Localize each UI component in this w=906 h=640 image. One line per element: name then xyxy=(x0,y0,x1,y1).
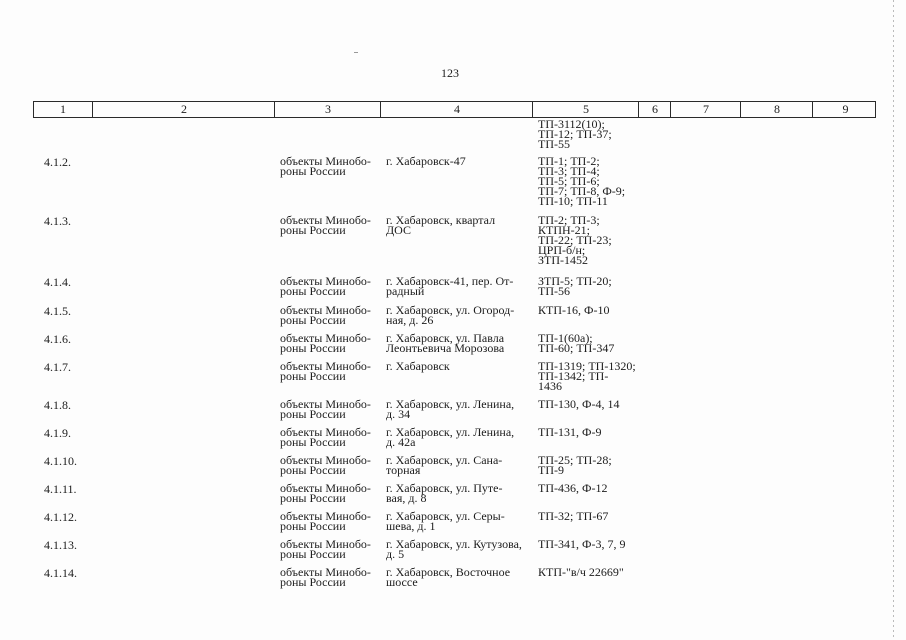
objects-cell xyxy=(538,305,644,315)
header-col-2: 2 xyxy=(92,102,275,117)
objects-cell xyxy=(538,511,644,521)
owner-cell-line: объекты Минобо- xyxy=(280,537,371,551)
row-number: 4.1.5. xyxy=(44,304,71,318)
owner-cell-line: объекты Минобо- xyxy=(280,359,371,373)
address-cell-line: г. Хабаровск, ул. Огород- xyxy=(386,303,515,317)
objects-cell-line: ЦРП-б/н; xyxy=(538,243,586,257)
owner-cell xyxy=(280,483,384,503)
address-cell-line: г. Хабаровск, Восточное xyxy=(386,565,511,579)
row-number: 4.1.4. xyxy=(44,275,71,289)
owner-cell-line: объекты Минобо- xyxy=(280,481,371,495)
row-number: 4.1.3. xyxy=(44,214,71,228)
owner-cell xyxy=(280,455,384,475)
row-number: 4.1.2. xyxy=(44,155,71,169)
object-line: ТП-12; ТП-37; xyxy=(538,127,612,141)
address-cell-line: д. 34 xyxy=(386,407,411,421)
address-cell-line: г. Хабаровск-41, пер. От- xyxy=(386,274,514,288)
objects-cell-line: ТП-436, Ф-12 xyxy=(538,481,608,495)
header-col-8: 8 xyxy=(740,102,813,117)
owner-cell-line: роны России xyxy=(280,223,346,237)
page-edge-line xyxy=(893,0,894,640)
address-cell-line: г. Хабаровск, ул. Серы- xyxy=(386,509,505,523)
address-cell xyxy=(386,215,534,235)
object-line: ТП-55 xyxy=(538,137,570,151)
header-col-7: 7 xyxy=(670,102,741,117)
owner-cell-line: роны России xyxy=(280,575,346,589)
header-col-5: 5 xyxy=(532,102,639,117)
objects-cell-line: ТП-5; ТП-6; xyxy=(538,174,600,188)
address-cell-line: д. 5 xyxy=(386,547,405,561)
owner-cell-line: роны России xyxy=(280,341,346,355)
address-cell-line: г. Хабаровск, ул. Павла xyxy=(386,331,505,345)
address-cell-line: г. Хабаровск, ул. Сана- xyxy=(386,453,503,467)
owner-cell xyxy=(280,276,384,296)
objects-cell-line: ТП-3; ТП-4; xyxy=(538,164,600,178)
objects-cell-line: КТПН-21; xyxy=(538,223,590,237)
continuation-objects xyxy=(538,119,644,149)
objects-cell-line: ТП-32; ТП-67 xyxy=(538,509,609,523)
objects-cell-line: ТП-25; ТП-28; xyxy=(538,453,612,467)
address-cell-line: г. Хабаровск, ул. Путе- xyxy=(386,481,503,495)
row-number: 4.1.10. xyxy=(44,454,77,468)
owner-cell-line: объекты Минобо- xyxy=(280,509,371,523)
address-cell xyxy=(386,276,534,296)
address-cell xyxy=(386,455,534,475)
address-cell-line: г. Хабаровск, ул. Ленина, xyxy=(386,397,515,411)
objects-cell-line: ЗТП-1452 xyxy=(538,253,589,267)
owner-cell-line: объекты Минобо- xyxy=(280,397,371,411)
owner-cell-line: роны России xyxy=(280,407,346,421)
address-cell-line: г. Хабаровск, ул. Ленина, xyxy=(386,425,515,439)
objects-cell-line: ТП-131, Ф-9 xyxy=(538,425,602,439)
owner-cell xyxy=(280,427,384,447)
objects-cell xyxy=(538,539,644,549)
owner-cell-line: роны России xyxy=(280,284,346,298)
owner-cell xyxy=(280,333,384,353)
owner-cell-line: роны России xyxy=(280,164,346,178)
address-cell xyxy=(386,511,534,531)
owner-cell-line: роны России xyxy=(280,313,346,327)
address-cell-line: г. Хабаровск xyxy=(386,359,450,373)
owner-cell-line: объекты Минобо- xyxy=(280,453,371,467)
owner-cell-line: объекты Минобо- xyxy=(280,213,371,227)
objects-cell xyxy=(538,455,644,475)
address-cell xyxy=(386,539,534,559)
owner-cell-line: роны России xyxy=(280,369,346,383)
objects-cell-line: ТП-1319; ТП-1320; xyxy=(538,359,636,373)
header-col-3: 3 xyxy=(274,102,381,117)
objects-cell-line: ЗТП-5; ТП-20; xyxy=(538,274,612,288)
owner-cell xyxy=(280,361,384,381)
row-number: 4.1.13. xyxy=(44,538,77,552)
address-cell-line: радный xyxy=(386,284,425,298)
objects-cell xyxy=(538,361,644,391)
address-cell-line: Леонтьевича Морозова xyxy=(386,341,505,355)
header-col-6: 6 xyxy=(638,102,671,117)
header-col-1: 1 xyxy=(60,102,66,116)
row-number: 4.1.7. xyxy=(44,360,71,374)
address-cell xyxy=(386,361,534,371)
objects-cell-line: ТП-56 xyxy=(538,284,570,298)
objects-cell-line: ТП-1342; ТП- xyxy=(538,369,609,383)
header-col-4: 4 xyxy=(380,102,533,117)
row-number: 4.1.8. xyxy=(44,398,71,412)
objects-cell-line: ТП-60; ТП-347 xyxy=(538,341,615,355)
scan-mark xyxy=(354,52,358,53)
owner-cell xyxy=(280,539,384,559)
address-cell-line: г. Хабаровск-47 xyxy=(386,154,466,168)
address-cell xyxy=(386,156,534,166)
objects-cell-line: ТП-341, Ф-3, 7, 9 xyxy=(538,537,626,551)
address-cell xyxy=(386,333,534,353)
owner-cell-line: объекты Минобо- xyxy=(280,154,371,168)
row-number: 4.1.11. xyxy=(44,482,77,496)
owner-cell-line: роны России xyxy=(280,491,346,505)
objects-cell-line: КТП-16, Ф-10 xyxy=(538,303,610,317)
owner-cell xyxy=(280,399,384,419)
address-cell-line: шоссе xyxy=(386,575,418,589)
owner-cell xyxy=(280,511,384,531)
objects-cell xyxy=(538,483,644,493)
address-cell-line: ная, д. 26 xyxy=(386,313,434,327)
objects-cell-line: ТП-130, Ф-4, 14 xyxy=(538,397,620,411)
owner-cell-line: роны России xyxy=(280,519,346,533)
address-cell-line: шева, д. 1 xyxy=(386,519,436,533)
address-cell xyxy=(386,399,534,419)
address-cell xyxy=(386,483,534,503)
objects-cell-line: ТП-1; ТП-2; xyxy=(538,154,600,168)
address-cell-line: д. 42а xyxy=(386,435,416,449)
object-line: ТП-3112(10); xyxy=(538,117,605,131)
row-number: 4.1.9. xyxy=(44,426,71,440)
owner-cell xyxy=(280,567,384,587)
objects-cell-line: ТП-9 xyxy=(538,463,564,477)
owner-cell-line: роны России xyxy=(280,463,346,477)
owner-cell-line: роны России xyxy=(280,547,346,561)
owner-cell-line: объекты Минобо- xyxy=(280,425,371,439)
address-cell xyxy=(386,567,534,587)
objects-cell xyxy=(538,427,644,437)
objects-cell-line: ТП-1(60а); xyxy=(538,331,593,345)
objects-cell-line: ТП-2; ТП-3; xyxy=(538,213,600,227)
owner-cell xyxy=(280,156,384,176)
objects-cell xyxy=(538,156,644,206)
objects-cell-line: ТП-7; ТП-8, Ф-9; xyxy=(538,184,626,198)
table-header xyxy=(33,101,876,118)
row-number: 4.1.14. xyxy=(44,566,77,580)
objects-cell xyxy=(538,276,644,296)
owner-cell xyxy=(280,215,384,235)
row-number: 4.1.12. xyxy=(44,510,77,524)
objects-cell-line: ТП-10; ТП-11 xyxy=(538,194,608,208)
owner-cell-line: роны России xyxy=(280,435,346,449)
owner-cell-line: объекты Минобо- xyxy=(280,303,371,317)
page-number: 123 xyxy=(441,66,459,80)
address-cell xyxy=(386,427,534,447)
objects-cell xyxy=(538,567,644,577)
owner-cell xyxy=(280,305,384,325)
address-cell-line: вая, д. 8 xyxy=(386,491,427,505)
owner-cell-line: объекты Минобо- xyxy=(280,331,371,345)
objects-cell xyxy=(538,333,644,353)
objects-cell-line: КТП-"в/ч 22669" xyxy=(538,565,624,579)
objects-cell xyxy=(538,215,644,265)
address-cell-line: торная xyxy=(386,463,421,477)
objects-cell-line: 1436 xyxy=(538,379,562,393)
objects-cell xyxy=(538,399,644,409)
objects-cell-line: ТП-22; ТП-23; xyxy=(538,233,612,247)
header-col-9: 9 xyxy=(812,102,878,117)
address-cell-line: г. Хабаровск, ул. Кутузова, xyxy=(386,537,522,551)
address-cell-line: ДОС xyxy=(386,223,412,237)
address-cell-line: г. Хабаровск, квартал xyxy=(386,213,496,227)
owner-cell-line: объекты Минобо- xyxy=(280,565,371,579)
owner-cell-line: объекты Минобо- xyxy=(280,274,371,288)
address-cell xyxy=(386,305,534,325)
row-number: 4.1.6. xyxy=(44,332,71,346)
